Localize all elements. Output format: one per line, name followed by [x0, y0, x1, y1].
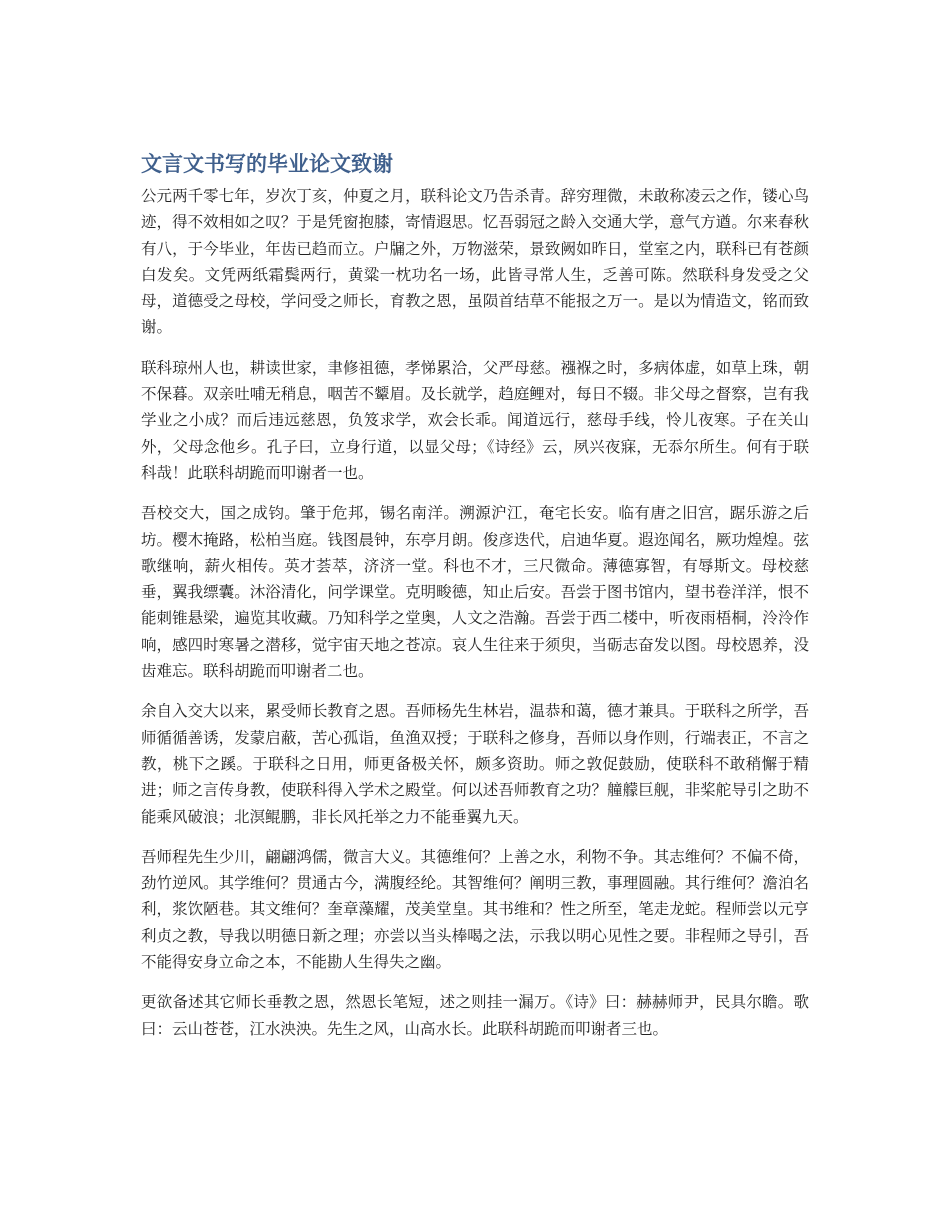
paragraph-5: 吾师程先生少川，翩翩鸿儒，微言大义。其德维何？上善之水，利物不争。其志维何？不偏不倚，劲竹逆风。其学维何？贯通古今，满腹经纶。其智维何？阐明三教，事理圆融。其行维何？澹泊名利，浆饮陋巷。其文维何？奎章藻耀，茂美堂皇。其书维和？性之所至，笔走龙蛇。程师尝以元亨利贞之教，导我以明德日新之理；亦尝以当头棒喝之法，示我以明心见性之要。非程师之导引，吾不能得安身立命之本，不能勘人生得失之幽。	[141, 847, 809, 972]
paragraph-4: 余自入交大以来，累受师长教育之恩。吾师杨先生林岩，温恭和蔼，德才兼具。于联科之所学，吾师循循善诱，发蒙启蔽，苦心孤诣，鱼渔双授；于联科之修身，吾师以身作则，行端表正，不言之教，桃下之蹊。于联科之日用，师更备极关怀，颇多资助。师之敦促鼓励，使联科不敢稍懈于精进；师之言传身教，使联科得入学术之殿堂。何以述吾师教育之功？艟艨巨舰，非桨舵导引之助不能乘风破浪；北溟鲲鹏，非长风托举之力不能垂翼九天。	[141, 702, 809, 826]
paragraph-6: 更欲备述其它师长垂教之恩，然恩长笔短，述之则挂一漏万。《诗》曰：赫赫师尹，民具尔瞻。歌曰：云山苍苍，江水泱泱。先生之风，山高水长。此联科胡跪而叩谢者三也。	[141, 993, 809, 1038]
paragraph-3: 吾校交大，国之成钧。肇于危邦，锡名南洋。溯源沪江，奄宅长安。临有唐之旧宫，踞乐游之后坊。樱木掩路，松柏当庭。钱图晨钟，东亭月朗。俊彦迭代，启迪华夏。遐迩闻名，厥功煌煌。弦歌继响，薪火相传。英才荟萃，济济一堂。科也不才，三尺微命。薄德寡智，有辱斯文。母校慈垂，翼我缥囊。沐浴清化，问学课堂。克明畯德，知止后安。吾尝于图书馆内，望书卷洋洋，恨不能刺锥悬梁，遍览其收藏。乃知科学之堂奥，人文之浩瀚。吾尝于西二楼中，听夜雨梧桐，泠泠作响，感四时寒暑之潜移，觉宇宙天地之苍凉。哀人生往来于须臾，当砺志奋发以图。母校恩养，没齿难忘。联科胡跪而叩谢者二也。	[141, 504, 809, 681]
document-page	[141, 150, 809, 1056]
paragraph-2: 联科琼州人也，耕读世家，聿修祖德，孝悌累洽，父严母慈。襁褓之时，多病体虚，如草上珠，朝不保暮。双亲吐哺无稍息，咽苦不颦眉。及长就学，趋庭鲤对，每日不辍。非父母之督察，岂有我学业之小成？而后违远慈恩，负笈求学，欢会长乖。闻道远行，慈母手线，怜儿夜寒。子在关山外，父母念他乡。孔子曰，立身行道，以显父母；《诗经》云，夙兴夜寐，无忝尔所生。何有于联科哉！此联科胡跪而叩谢者一也。	[141, 358, 809, 482]
document-title: 文言文书写的毕业论文致谢	[141, 152, 393, 176]
paragraph-1: 公元两千零七年，岁次丁亥，仲夏之月，联科论文乃告杀青。辞穷理微，未敢称凌云之作，镂心鸟迹，得不效相如之叹？于是凭窗抱膝，寄情遐思。忆吾弱冠之龄入交通大学，意气方遒。尔来春秋有八，于今毕业，年齿已趋而立。户牖之外，万物滋荣，景致阙如昨日，堂室之内，联科已有苍颜白发矣。文凭两纸霜鬓两行，黄粱一枕功名一场，此皆寻常人生，乏善可陈。然联科身发受之父母，道德受之母校，学问受之师长，育教之恩，虽陨首结草不能报之万一。是以为情造文，铭而致谢。	[141, 187, 809, 337]
